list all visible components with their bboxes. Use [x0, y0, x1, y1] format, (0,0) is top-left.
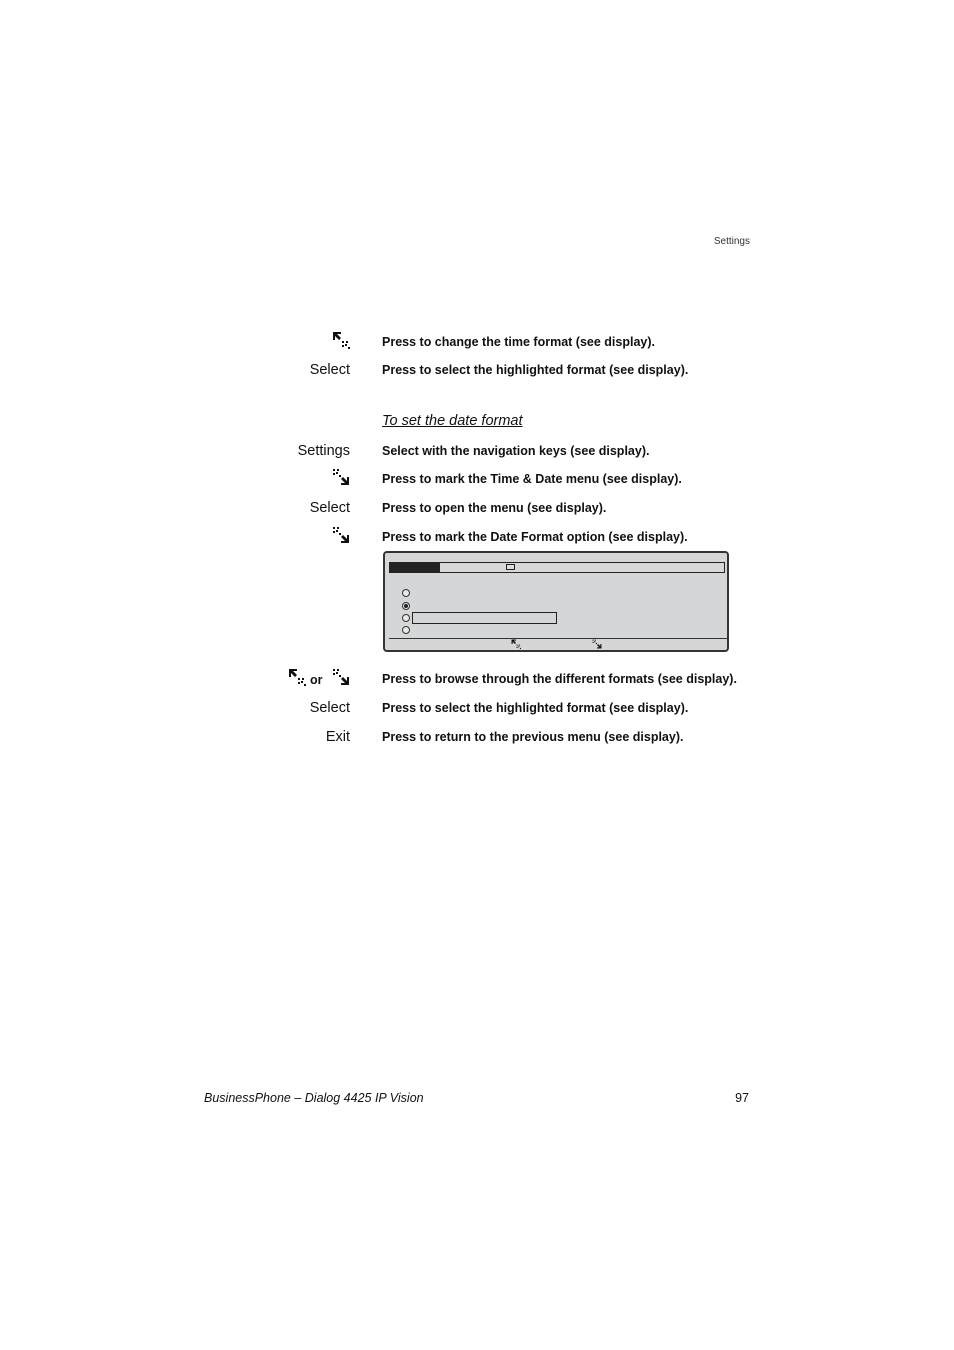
or-label: or [310, 673, 323, 687]
display-divider [389, 638, 727, 639]
exit-key[interactable]: Exit [325, 729, 350, 745]
arrow-up-left-icon [288, 668, 306, 686]
step-description: Press to open the menu (see display). [382, 501, 607, 515]
radio-option-4 [402, 626, 410, 634]
display-active-tab [390, 563, 440, 572]
step-description: Press to return to the previous menu (see display). [382, 730, 684, 744]
display-tab-bar [389, 562, 725, 573]
radio-option-2 [402, 602, 410, 610]
step-description: Press to select the highlighted format (see display). [382, 363, 689, 377]
section-title: To set the date format [382, 413, 523, 429]
select-key[interactable]: Select [309, 500, 350, 516]
select-key[interactable]: Select [309, 700, 350, 716]
arrow-down-right-icon [332, 526, 350, 544]
select-key[interactable]: Select [309, 362, 350, 378]
step-description: Press to change the time format (see display). [382, 335, 655, 349]
running-header: Settings [713, 236, 750, 247]
settings-key[interactable]: Settings [297, 443, 350, 459]
arrow-down-right-icon [332, 468, 350, 486]
arrow-up-left-icon [511, 639, 521, 649]
step-description: Press to mark the Date Format option (see display). [382, 530, 688, 544]
step-description: Select with the navigation keys (see display). [382, 444, 650, 458]
radio-option-3 [402, 614, 410, 622]
arrow-down-right-icon [592, 639, 602, 649]
radio-option-1 [402, 589, 410, 597]
step-description: Press to browse through the different formats (see display). [382, 672, 737, 686]
arrow-down-right-icon [332, 668, 350, 686]
highlight-box [412, 612, 557, 624]
step-description: Press to mark the Time & Date menu (see display). [382, 472, 682, 486]
phone-display [383, 551, 729, 652]
page-number: 97 [735, 1091, 749, 1105]
arrow-up-left-icon [332, 331, 350, 349]
display-tab-marker [506, 564, 515, 570]
footer-title: BusinessPhone – Dialog 4425 IP Vision [204, 1091, 424, 1105]
step-description: Press to select the highlighted format (see display). [382, 701, 689, 715]
